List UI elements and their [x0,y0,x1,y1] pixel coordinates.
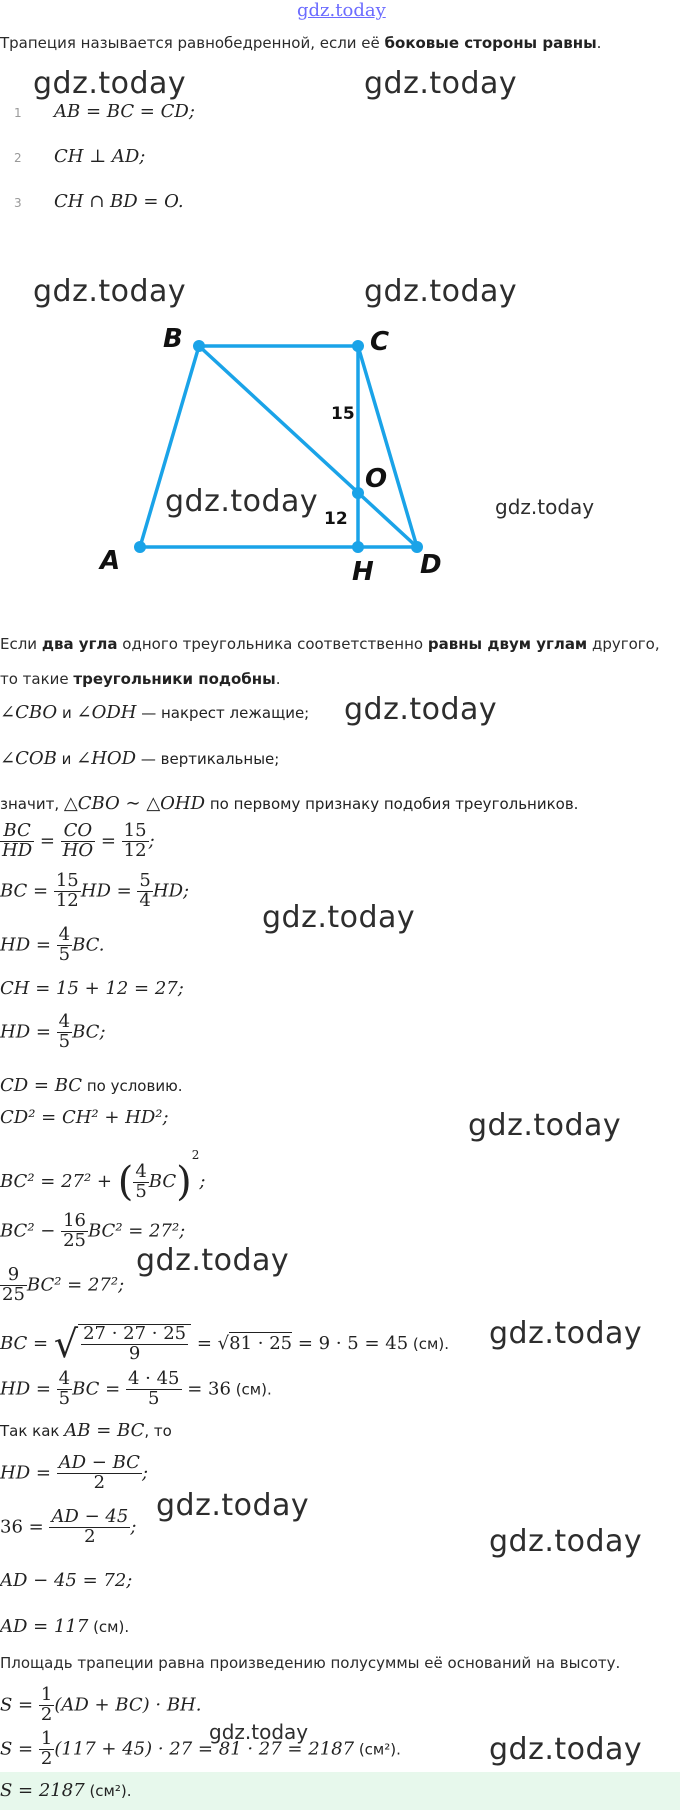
math: AD = 117 [0,1616,89,1637]
label-d: D [420,550,442,580]
denominator: 5 [58,1387,71,1409]
equation-hd-value [0,1370,272,1409]
equation-area-formula [0,1686,201,1725]
watermark: gdz.today [262,900,416,935]
numerator: 1 [40,1728,53,1749]
watermark: gdz.today [209,1720,309,1744]
fraction [54,872,81,911]
fraction [81,1325,188,1364]
point-o [352,487,364,499]
math: AB = BC [64,1420,145,1441]
area-rule-text: Площадь трапеции равна произведению полусуммы её оснований на высоту. [0,1654,621,1672]
numerator: 15 [55,870,79,891]
watermark: gdz.today [489,1316,643,1351]
text: и [57,704,77,722]
math: ; [141,1462,149,1484]
fraction [126,1370,182,1409]
denominator: 5 [148,1387,160,1409]
definition-bold: боковые стороны равны [384,34,597,52]
text: Если [0,635,42,653]
numerator: CO [61,822,95,842]
fraction [49,1508,130,1547]
unit: (см²). [354,1740,401,1759]
watermark: gdz.today [33,274,187,309]
numerator: 4 [58,1011,71,1032]
denominator: HO [62,839,94,861]
unit: (см). [408,1335,449,1353]
equation-ad-minus: AD − 45 = 72; [0,1570,133,1591]
equation-hd [0,926,105,965]
fraction [122,822,149,861]
fraction [0,822,34,861]
bold-text: равны двум углам [427,635,588,653]
numerator: 16 [63,1210,86,1231]
numerator: 4 [58,1368,71,1389]
math: S = [0,1738,39,1760]
fraction [57,1370,72,1409]
similarity-rule-line-2 [0,670,280,688]
numerator: 15 [123,820,147,841]
side-cd [358,346,417,547]
equation-substitute: BC² = 27² + ( $\frac{4}{5}$ BC)$^2$; [0,1148,206,1205]
denominator: 12 [55,889,79,911]
text: Так как [0,1422,65,1440]
text: — накрест лежащие; [136,704,310,722]
given-text: AB = BC = CD; [54,101,195,122]
text: , то [144,1422,172,1440]
math: S = 2187 [0,1780,85,1801]
denominator: 12 [123,839,147,861]
given-number: 3 [14,196,22,210]
definition-prefix: Трапеция называется равнобедренной, если её [0,34,385,52]
math: ∠ODH [76,702,137,723]
denominator: 5 [135,1180,147,1202]
watermark: gdz.today [165,484,319,519]
math: HD = [0,934,57,956]
watermark: gdz.today [344,692,498,727]
point-a [134,541,146,553]
segment-oh-length: 12 [324,509,348,529]
equation-bc [0,872,189,911]
text: — вертикальные; [136,750,280,768]
math: HD = [0,1021,57,1043]
watermark: gdz.today [495,495,595,519]
label-a: A [100,546,121,576]
text: значит, [0,795,64,813]
unit: (см). [230,1380,272,1399]
watermark: gdz.today [136,1243,290,1278]
numerator: 5 [139,870,151,891]
math: BC; [72,1021,106,1043]
equation-ratio: $\frac{BC}{HD}$ = $\frac{CO}{HO}$ = $\frac{15}{12}$ ; [2,820,155,861]
math: = [191,1333,218,1354]
math: BC. [72,934,105,956]
equation-cd-bc [0,1075,182,1096]
given-text: CH ∩ BD = O. [54,191,184,212]
math: = 9 · 5 = 45 [292,1333,409,1354]
numerator: 9 [0,1266,27,1286]
label-b: B [163,324,183,354]
given-number: 2 [14,151,22,165]
math: BC² = 27²; [26,1274,125,1296]
watermark: gdz.today [364,66,518,101]
fraction [57,926,72,965]
fraction [39,1686,54,1725]
fraction [0,1266,27,1305]
angles-vertical [0,748,279,769]
math: ; [199,1171,206,1192]
math: BC² = 27² + [0,1171,118,1192]
math: BC² = 27²; [87,1220,186,1242]
label-o: O [365,464,388,494]
exponent: 2 [191,1148,200,1162]
numerator: 4 [135,1160,147,1182]
watermark: gdz.today [489,1524,643,1559]
text: то такие [0,670,74,688]
unit: (см²). [84,1782,132,1800]
math: HD = [0,1462,57,1484]
label-c: C [370,327,390,357]
text: другого, [587,635,660,653]
math: △CBO ∼ △OHD [63,793,206,814]
square-root [78,1324,191,1364]
numerator: AD − BC [58,1452,140,1473]
bold-text: треугольники подобны [73,670,276,688]
watermark: gdz.today [468,1108,622,1143]
math: (AD + BC) · BH. [54,1694,202,1716]
math: BC² − [0,1220,62,1242]
given-text: CH ⊥ AD; [54,146,146,167]
fraction [137,872,152,911]
math: S = [0,1694,39,1716]
watermark: gdz.today [489,1732,643,1767]
math: BC = [0,880,54,902]
final-answer [0,1780,132,1801]
math: HD = [0,1378,57,1400]
point-b [193,340,205,352]
math: = 36 [181,1378,231,1400]
point-h [352,541,364,553]
denominator: HD [2,839,33,861]
denominator: 2 [93,1471,106,1493]
text: по условию. [82,1077,183,1095]
equation-area-value [0,1730,401,1769]
math: 36 = [0,1516,50,1538]
math: BC = [0,1333,54,1354]
point-c [352,340,364,352]
text: по первому признаку подобия треугольников. [205,795,579,813]
equation-nine-25 [0,1266,124,1305]
equation-simplify [0,1212,185,1251]
numerator: 1 [40,1684,53,1705]
numerator: 27 · 27 · 25 [83,1323,187,1345]
math: HD = [80,880,138,902]
similarity-conclusion [0,793,578,814]
math: CD = BC [0,1075,83,1096]
watermark: gdz.today [33,66,187,101]
site-logo[interactable]: gdz.today [297,0,386,21]
fraction [61,822,95,861]
radicand: 81 · 25 [229,1333,293,1354]
angles-crosswise [0,702,309,723]
denominator: 25 [63,1229,86,1251]
fraction [61,1212,88,1251]
fraction [57,1454,142,1493]
segment-co-length: 15 [331,404,355,424]
equation-36 [0,1508,136,1547]
numerator: BC [0,822,34,842]
denominator: 9 [128,1343,141,1364]
equation-pythagoras: CD² = CH² + HD²; [0,1107,169,1128]
since-ab-bc [0,1420,172,1441]
definition-suffix: . [596,34,602,52]
equation-hd-repeat [0,1013,106,1052]
math: BC = [72,1378,126,1400]
numerator: AD − 45 [51,1506,129,1527]
denominator: 5 [58,1030,71,1052]
math: (117 + 45) · 27 = 81 · 27 = 2187 [54,1738,355,1760]
unit: (см). [88,1618,130,1636]
watermark: gdz.today [156,1488,310,1523]
fraction [39,1730,54,1769]
label-h: H [352,557,374,587]
text: . [275,670,281,688]
bold-text: два угла [41,635,118,653]
math: ∠HOD [76,748,137,769]
math: BC [148,1171,177,1192]
watermark: gdz.today [364,274,518,309]
denominator: 2 [40,1747,53,1769]
text: одного треугольника соответственно [117,635,428,653]
similarity-rule-line-1 [0,635,660,653]
numerator: 4 [58,924,71,945]
denominator: 2 [40,1703,53,1725]
text: и [56,750,77,768]
fraction [133,1160,148,1202]
numerator: 4 · 45 [127,1368,180,1389]
math: ; [130,1516,137,1538]
denominator: 2 [84,1525,96,1547]
equation-hd-formula [0,1454,148,1493]
equation-ch: CH = 15 + 12 = 27; [0,978,184,999]
equation-ad-value [0,1616,129,1637]
equation-bc-value: BC = √ $\frac{27 \cdot 27 \cdot 25}{9}$ = √81 · 25 = 9 · 5 = 45 (см). [0,1322,449,1366]
denominator: 5 [58,943,71,965]
math: HD; [152,880,190,902]
math: ∠CBO [0,702,58,723]
given-number: 1 [14,106,22,120]
denominator: 25 [2,1283,25,1305]
denominator: 4 [139,889,151,911]
fraction [57,1013,72,1052]
math: ∠COB [0,748,57,769]
